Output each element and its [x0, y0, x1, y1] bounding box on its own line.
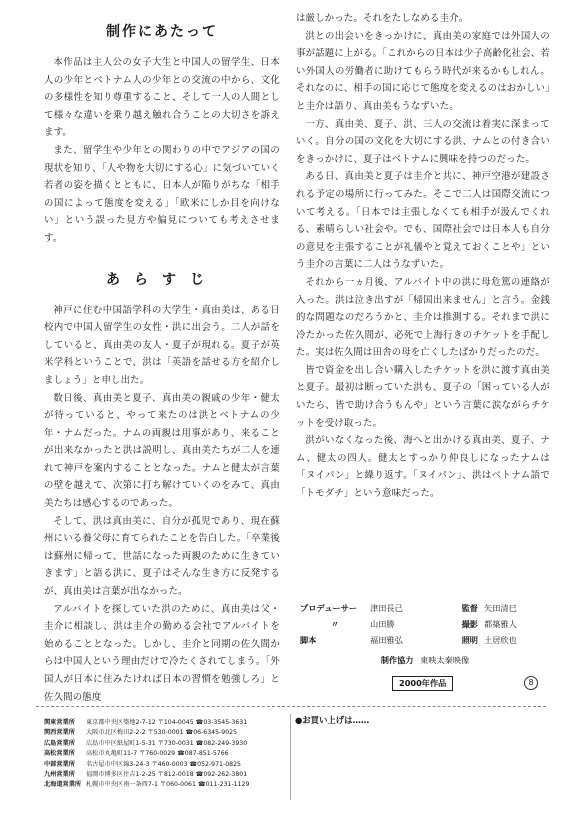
left-column	[44, 10, 280, 706]
synopsis-heading: あらすじ	[106, 271, 218, 288]
credit-role: 〃	[330, 619, 340, 629]
synopsis-paragraph: 洪との出会いをきっかけに、真由美の家庭では外国人の事が話題に上がる。「これからの日本は少子高齢化社会、若い外国人の労働者に助けてもらう時代が来るかもしれん。それなのに、相手の国に応じて態度を変えるのはおかしい」と圭介は語り、真由美もうなずいた。	[296, 30, 550, 112]
office-name: 関西営業所	[44, 729, 75, 737]
office-name: 高松営業所	[44, 750, 75, 758]
page-number: 8	[524, 676, 538, 690]
synopsis-paragraph: 皆で資金を出し合い購入したチケットを洪に渡す真由美と夏子。最初は断っていた洪も、夏子の「困っている人がいたら、皆で助け合うもんや」という言葉に涙ながらチケットを受け取った。	[296, 364, 550, 429]
office-row	[44, 780, 280, 790]
cooperation-value: 東映太秦映像	[420, 655, 470, 665]
credit-name: 福田雅弘	[370, 635, 403, 645]
footer-divider	[36, 706, 546, 707]
purchase-note-label: ●お買い上げは……	[295, 715, 370, 725]
synopsis-paragraph: アルバイトを探していた洪のために、真由美は父・圭介に相談し、洪は圭介の勤める会社でアルバイトを始めることとなった。しかし、圭介と同期の佐久間からは中国人という理由だけで冷たくされてしまう。「外国人が日本に住みたければ日本の習慣を勉強しろ」と佐久間の態度	[44, 603, 280, 703]
synopsis-paragraph: 神戸に住む中国語学科の大学生・真由美は、ある日校内で中国人留学生の女性・洪に出会う。二人が話をしていると、真由美の友人・夏子が現れる。夏子が英米学科ということで、洪は「英語を話せる方を紹介しましょう」と申し出た。	[44, 304, 280, 386]
credit-row	[300, 616, 550, 632]
office-address: 名古屋市中区錦3-24-3 〒460-0003 ☎052-971-0825	[86, 760, 241, 768]
office-address: 高松市丸亀町11-7 〒760-0029 ☎087-851-5766	[86, 750, 229, 758]
credit-row	[300, 632, 550, 648]
office-name: 北海道営業所	[44, 781, 82, 789]
credits-block	[300, 600, 550, 694]
office-name: 関東営業所	[44, 719, 75, 726]
credit-row	[300, 600, 550, 616]
office-row	[44, 760, 280, 770]
office-name: 中部営業所	[44, 760, 75, 768]
office-address: 福岡市博多区住吉1-2-25 〒812-0018 ☎092-262-3801	[86, 771, 248, 779]
synopsis-paragraph: そして、洪は真由美に、自分が孤児であり、現在蘇州にいる養父母に育てられたことを告白した。「卒業後は蘇州に帰って、世話になった両親のために生きていきます」と語る洪に、夏子はそんな生き方に反発するが、真由美は言葉が出なかった。	[44, 515, 280, 598]
credit-role: プロデューサー	[300, 603, 358, 613]
credit-role: 照明	[461, 635, 478, 645]
synopsis-paragraph: 数日後、真由美と夏子、真由美の親戚の少年・健太が待っていると、やって来たのは洪とベトナムの少年・ナムだった。ナムの両親は用事があり、来ることが出来なかったと洪は説明し、真由美たちが二人を連れて神戸を案内することとなった。ナムと健太が言葉の壁を越えて、次第に打ち解けていくのをみて、真由美たちは感心するのであった。	[44, 392, 280, 510]
office-address: 東京都中央区築地2-7-12 〒104-0045 ☎03-3545-3631	[86, 719, 248, 726]
production-year-badge: 2000年作品	[392, 676, 453, 691]
office-address: 大阪市北区梅田2-2-2 〒530-0001 ☎06-6345-9025	[86, 729, 238, 737]
synopsis-paragraph: 一方、真由美、夏子、洪、三人の交流は着実に深まっていく。自分の国の文化を大切にする洪、ナムとの付き合いをきっかけに、夏子はベトナムに興味を持つのだった。	[296, 118, 550, 165]
synopsis-paragraph: は厳しかった。それをたしなめる圭介。	[296, 13, 469, 24]
synopsis-paragraph: それから一ヵ月後、アルバイト中の洪に母危篤の連絡が入った。洪は泣き出すが「帰国出来ません」と言う。金銭的な問題なのだろうかと、圭介は推測する。それまで洪に冷たかった佐久間が、必死で上海行きのチケットを手配した。実は佐久間は田舎の母を亡くしたばかりだったのだ。	[296, 276, 550, 359]
purchase-note-box	[290, 714, 551, 800]
office-name: 広島営業所	[44, 739, 75, 747]
credit-role: 脚本	[300, 635, 317, 645]
cooperation-label: 制作協力	[380, 655, 414, 665]
credit-name: 矢田清巳	[484, 603, 517, 613]
office-row	[44, 739, 280, 749]
office-name: 九州営業所	[44, 771, 75, 779]
credit-name: 山田勝	[370, 619, 395, 629]
credit-name: 都築雅人	[484, 619, 517, 629]
production-notes-heading: 制作にあたって	[106, 24, 218, 40]
office-row	[44, 718, 280, 728]
synopsis-paragraph: ある日、真由美と夏子は圭介と共に、神戸空港が建設される予定の場所に行ってみた。そこで二人は国際交流について考える。「日本では主張しなくても相手が汲んでくれる、素晴らしい社会や。でも、国際社会では日本人も自分の意見を主張することが礼儀やと覚えておくことや」という圭介の言葉に二人はうなずいた。	[296, 171, 550, 271]
office-address: 札幌市中央区南一条西7-1 〒060-0061 ☎011-231-1129	[86, 781, 250, 789]
office-address: 広島市中区紙屋町1-5-31 〒730-0031 ☎082-249-3930	[86, 739, 248, 747]
credit-role: 監督	[461, 603, 478, 613]
office-list	[44, 718, 280, 791]
production-cooperation	[300, 652, 550, 668]
office-row	[44, 749, 280, 759]
right-column	[296, 10, 550, 503]
credit-role: 撮影	[461, 619, 478, 629]
production-notes-paragraph: また、留学生や少年との関わりの中でアジアの国の現状を知り、「人や物を大切にする心」に気づいていく若者の姿を描くとともに、日本人が陥りがちな「相手の国によって態度を変える」「欧米にしか目を向けない」という誤った見方や偏見についても考えさせます。	[44, 144, 280, 244]
office-row	[44, 770, 280, 780]
office-row	[44, 728, 280, 738]
credit-name: 土居欣也	[484, 635, 517, 645]
synopsis-paragraph: 洪がいなくなった後、海へと出かける真由美、夏子、ナム、健太の四人。健太とすっかり仲良しになったナムは「ヌイパン」と繰り返す。「ヌイパン」、洪はベトナム語で「トモダチ」という意味だった。	[296, 435, 550, 500]
credit-name: 津田長己	[370, 603, 403, 613]
production-notes-paragraph: 本作品は主人公の女子大生と中国人の留学生、日本人の少年とベトナム人の少年との交流の中から、文化の多様性を知り尊重すること、そして一人の人間として様々な違いを乗り越え触れ合うことの大切さを訴えます。	[44, 57, 280, 139]
year-row	[300, 676, 550, 694]
